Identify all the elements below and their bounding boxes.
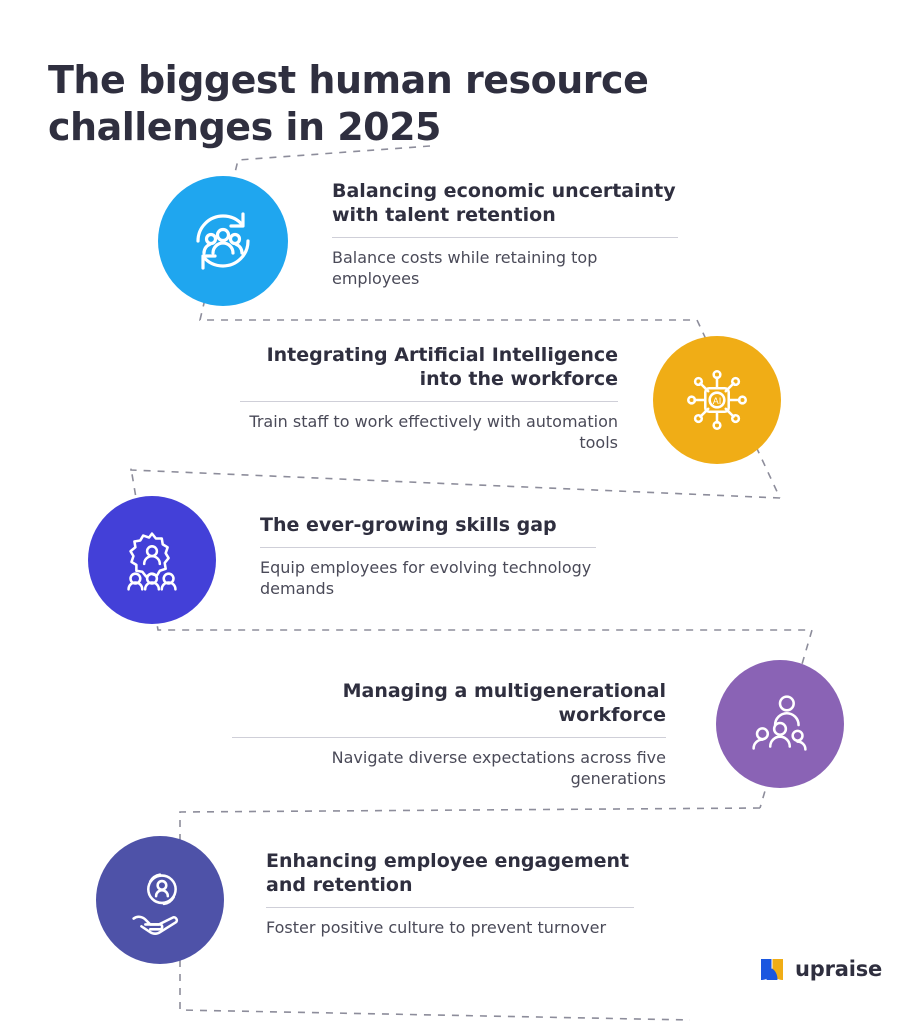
challenge-text-4 bbox=[232, 680, 666, 789]
challenge-heading-1: Balancing economic uncertainty with talent retention bbox=[332, 180, 676, 226]
divider-4 bbox=[232, 737, 666, 738]
challenge-text-5 bbox=[266, 850, 634, 938]
hand-holding-person-icon bbox=[96, 836, 224, 964]
multigenerational-group-icon bbox=[716, 660, 844, 788]
challenge-text-3 bbox=[260, 514, 596, 599]
ai-network-node-icon bbox=[653, 336, 781, 464]
divider-2 bbox=[240, 401, 618, 402]
challenge-heading-3: The ever-growing skills gap bbox=[260, 514, 557, 536]
challenge-subtext-3: Equip employees for evolving technology demands bbox=[260, 557, 592, 598]
challenge-text-2 bbox=[240, 344, 618, 453]
people-refresh-cycle-icon bbox=[158, 176, 288, 306]
divider-1 bbox=[332, 237, 678, 238]
divider-5 bbox=[266, 907, 634, 908]
divider-3 bbox=[260, 547, 596, 548]
svg-text:AI: AI bbox=[712, 396, 722, 407]
gear-people-skills-icon bbox=[88, 496, 216, 624]
upraise-shield-icon bbox=[757, 954, 787, 984]
challenge-subtext-1: Balance costs while retaining top employees bbox=[332, 247, 598, 288]
challenge-subtext-2: Train staff to work effectively with automation tools bbox=[249, 411, 618, 452]
challenge-heading-4: Managing a multigenerational workforce bbox=[342, 680, 666, 726]
challenge-subtext-4: Navigate diverse expectations across five generations bbox=[331, 747, 666, 788]
brand-name: upraise bbox=[795, 957, 883, 981]
brand-logo bbox=[757, 954, 882, 984]
challenge-subtext-5: Foster positive culture to prevent turnover bbox=[266, 917, 607, 937]
challenge-text-1 bbox=[332, 180, 678, 289]
page-title: The biggest human resource challenges in 2025 bbox=[48, 58, 649, 149]
challenge-heading-2: Integrating Artificial Intelligence into the workforce bbox=[266, 344, 618, 390]
challenge-heading-5: Enhancing employee engagement and retention bbox=[266, 850, 630, 896]
